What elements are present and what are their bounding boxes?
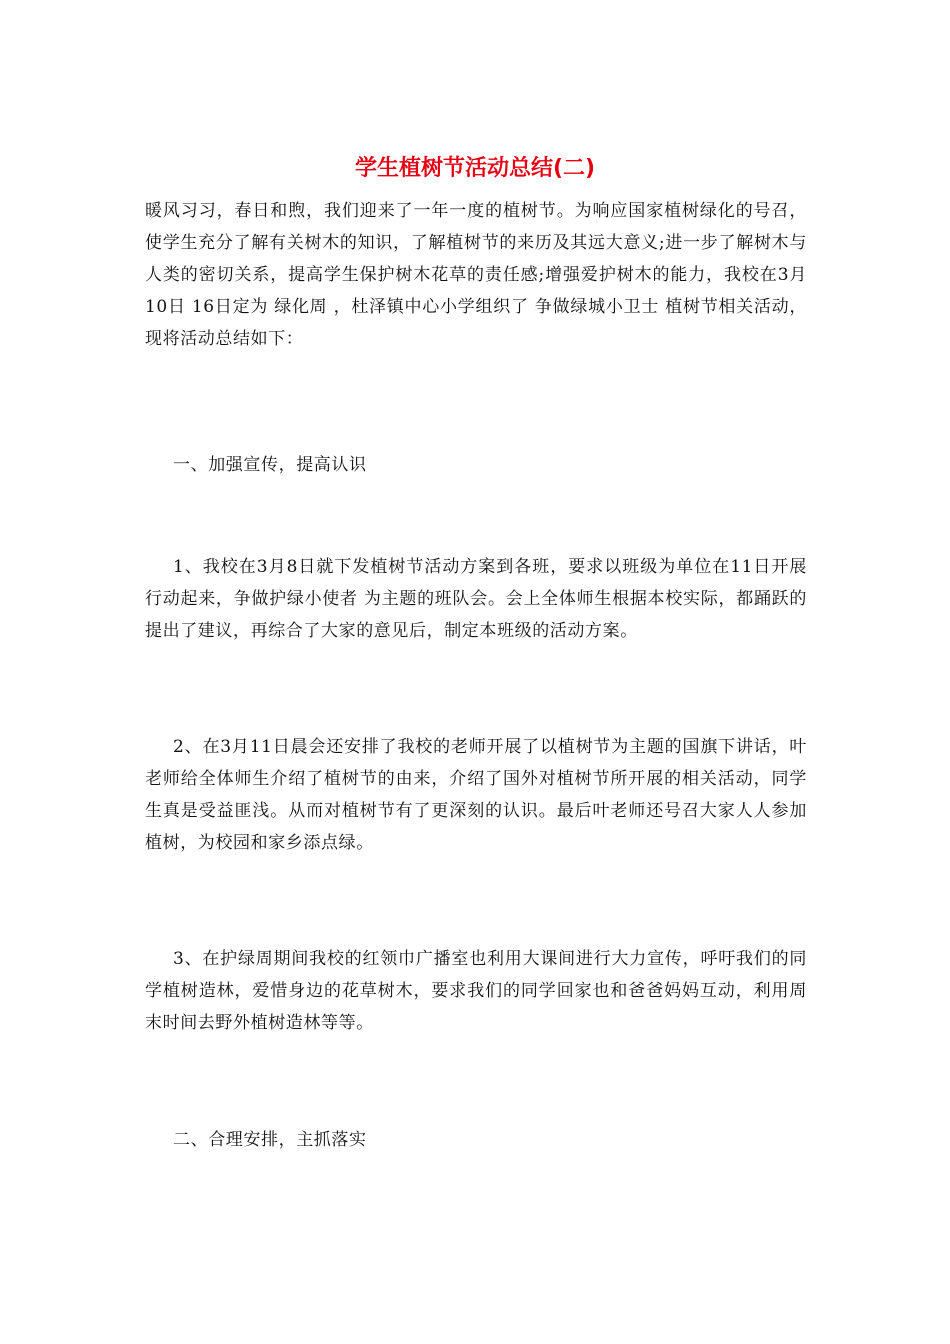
intro-paragraph: 暖风习习，春日和煦，我们迎来了一年一度的植树节。为响应国家植树绿化的号召，使学生充分了解有关树木的知识，了解植树节的来历及其远大意义;进一步了解树木与人类的密切关系，提高学生保护树木花草的责任感;增强爱护树木的能力，我校在3月10日 16日定为 绿化周 ，杜泽镇中心小学组织了 争做绿城小卫士 植树节相关活动，现将活动总结如下： [145,201,807,349]
document-title: 学生植树节活动总结(二) [354,156,596,181]
section-heading-2: 二、合理安排，主抓落实 [173,1130,367,1150]
list-item-1: 1、我校在3月8日就下发植树节活动方案到各班，要求以班级为单位在11日开展 行动起来，争做护绿小使者 为主题的班队会。会上全体师生根据本校实际，都踊跃的提出了建议，再综合了大家的意见后，制定本班级的活动方案。 [145,557,807,641]
list-item-3: 3、在护绿周期间我校的红领巾广播室也利用大课间进行大力宣传，呼吁我们的同学植树造林，爱惜身边的花草树木，要求我们的同学回家也和爸爸妈妈互动，利用周末时间去野外植树造林等等。 [145,949,807,1033]
section-heading-1: 一、加强宣传，提高认识 [173,455,367,475]
list-item-2: 2、在3月11日晨会还安排了我校的老师开展了以植树节为主题的国旗下讲话，叶老师给全体师生介绍了植树节的由来，介绍了国外对植树节所开展的相关活动，同学生真是受益匪浅。从而对植树节有了更深刻的认识。最后叶老师还号召大家人人参加植树，为校园和家乡添点绿。 [145,737,807,853]
